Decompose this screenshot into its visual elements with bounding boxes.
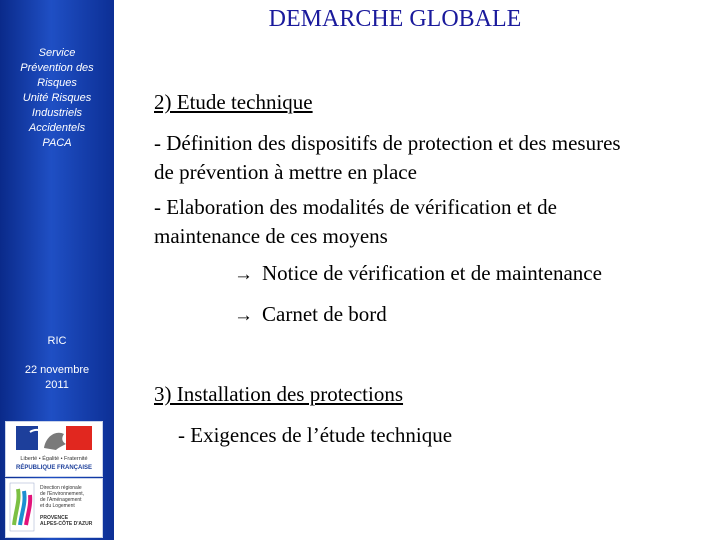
republique-text: RÉPUBLIQUE FRANÇAISE <box>15 465 93 471</box>
right-arrow-icon: → <box>234 305 253 326</box>
arrow-item-carnet <box>234 300 387 330</box>
org-line: Service <box>38 47 76 59</box>
ric-label: RIC <box>47 335 67 347</box>
org-line: Prévention des <box>20 62 94 74</box>
organization-name <box>0 46 114 151</box>
org-line: Risques <box>37 77 77 89</box>
org-line: Accidentels <box>28 122 86 134</box>
bullet-line: maintenance de ces moyens <box>154 224 388 248</box>
republique-francaise-logo <box>5 421 103 477</box>
bullet-line: - Définition des dispositifs de protection et des mesures <box>154 131 621 155</box>
org-line: Unité Risques <box>22 92 92 104</box>
section-2-heading: 2) Etude technique <box>154 90 313 114</box>
date-line: 22 novembre <box>24 364 90 376</box>
arrow-item-label: Carnet de bord <box>262 302 387 326</box>
right-arrow-icon: → <box>234 264 253 285</box>
arrow-item-notice <box>234 259 602 289</box>
date-label <box>0 363 114 393</box>
arrow-item-label: Notice de vérification et de maintenance <box>262 261 602 285</box>
date-line: 2011 <box>45 379 69 391</box>
dreal-region: ALPES-CÔTE D'AZUR <box>40 521 93 527</box>
section-3-bullet-1: - Exigences de l’étude technique <box>178 423 453 447</box>
republique-motto: Liberté • Égalité • Fraternité <box>20 456 88 462</box>
sidebar <box>0 0 114 540</box>
dreal-line: de l'Aménagement <box>40 497 82 503</box>
section-2-bullet-1 <box>154 129 621 187</box>
marianne-emblem-icon <box>6 422 102 476</box>
section-2-bullet-2 <box>154 193 557 251</box>
org-line: Industriels <box>31 107 83 119</box>
bullet-line: de prévention à mettre en place <box>154 160 417 184</box>
slide-title: DEMARCHE GLOBALE <box>268 6 522 32</box>
dreal-line: Direction régionale <box>40 485 82 491</box>
org-line: PACA <box>42 137 72 149</box>
dreal-paca-logo <box>5 478 103 538</box>
bullet-line: - Elaboration des modalités de vérification et de <box>154 195 557 219</box>
dreal-line: et du Logement <box>40 503 75 509</box>
dreal-region: PROVENCE <box>40 515 69 521</box>
section-3-heading: 3) Installation des protections <box>154 382 404 406</box>
dreal-line: de l'Environnement, <box>40 491 85 497</box>
dreal-emblem-icon <box>6 479 102 537</box>
